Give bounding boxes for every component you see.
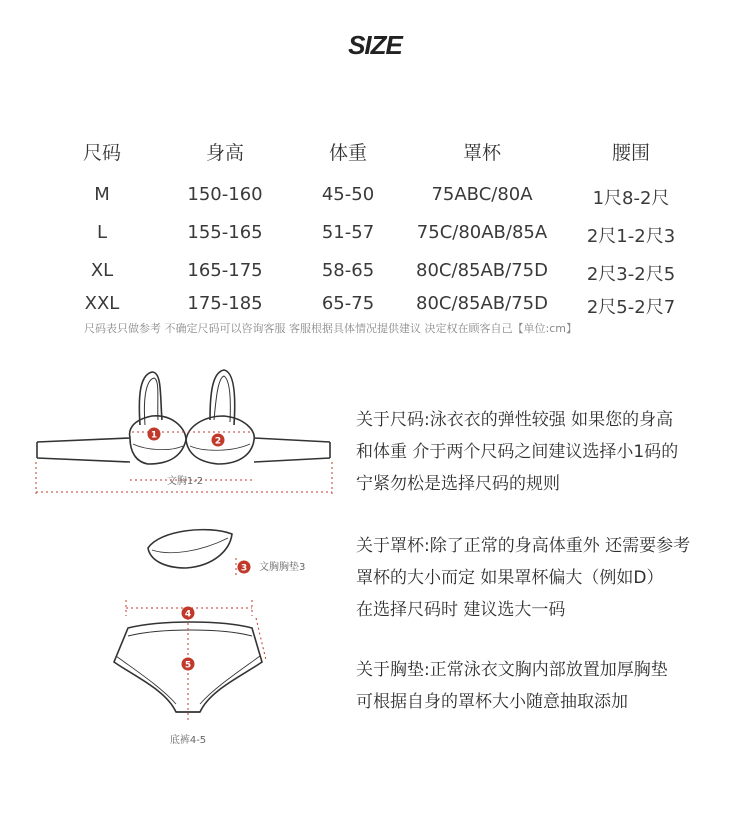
paragraph-line: 关于罩杯:除了正常的身高体重外 还需要参考 [356, 536, 691, 556]
pad-diagram [148, 530, 232, 568]
cell-weight: 51-57 [321, 222, 375, 243]
cell-cup: 75ABC/80A [431, 184, 533, 205]
svg-text:3: 3 [240, 563, 248, 574]
bra-diagram [37, 370, 330, 464]
marker-2 [212, 434, 225, 447]
paragraph-line: 可根据自身的罩杯大小随意抽取添加 [356, 692, 628, 712]
cell-size: XXL [84, 293, 120, 314]
svg-text:1: 1 [150, 430, 158, 441]
cell-size: L [96, 222, 108, 243]
cell-weight: 58-65 [321, 260, 375, 281]
cell-size: XL [90, 260, 114, 281]
marker-4 [182, 607, 195, 620]
header-cup: 罩杯 [462, 142, 502, 164]
paragraph-line: 关于胸垫:正常泳衣文胸内部放置加厚胸垫 [356, 660, 668, 680]
paragraph-line: 在选择尺码时 建议选大一码 [356, 600, 566, 620]
header-waist: 腰围 [611, 142, 651, 164]
svg-text:2: 2 [214, 436, 222, 447]
cell-weight: 45-50 [321, 184, 375, 205]
header-size: 尺码 [82, 142, 122, 164]
cell-size: M [94, 184, 110, 205]
cell-waist: 2尺3-2尺5 [586, 264, 676, 285]
bra-label: 文胸1-2 [166, 476, 204, 487]
cell-height: 155-165 [187, 222, 263, 243]
pad-label: 文胸胸垫3 [259, 562, 306, 573]
paragraph-line: 关于尺码:泳衣衣的弹性较强 如果您的身高 [356, 410, 674, 430]
brief-label: 底裤4-5 [169, 735, 207, 746]
marker-3 [238, 561, 251, 574]
cell-waist: 2尺5-2尺7 [586, 297, 676, 318]
cell-height: 165-175 [187, 260, 263, 281]
size-advice-paragraph [356, 404, 736, 500]
cup-advice-paragraph [356, 530, 736, 626]
pad-advice-paragraph [356, 654, 736, 718]
cell-cup: 80C/85AB/75D [416, 293, 548, 314]
header-weight: 体重 [328, 142, 368, 164]
cell-height: 175-185 [187, 293, 263, 314]
cell-height: 150-160 [187, 184, 263, 205]
cell-cup: 80C/85AB/75D [416, 260, 548, 281]
svg-text:5: 5 [184, 660, 192, 671]
cell-waist: 2尺1-2尺3 [586, 226, 676, 247]
paragraph-line: 宁紧勿松是选择尺码的规则 [356, 474, 560, 494]
cell-weight: 65-75 [321, 293, 375, 314]
header-height: 身高 [205, 142, 245, 164]
marker-1 [148, 428, 161, 441]
paragraph-line: 和体重 介于两个尺码之间建议选择小1码的 [356, 442, 679, 462]
cell-cup: 75C/80AB/85A [416, 222, 548, 243]
paragraph-line: 罩杯的大小而定 如果罩杯偏大（例如D） [356, 568, 664, 588]
cell-waist: 1尺8-2尺 [592, 188, 670, 209]
brief-measure-lines [126, 600, 266, 722]
page-title: SIZE [348, 30, 402, 60]
svg-text:4: 4 [184, 609, 192, 620]
size-table-note: 尺码表只做参考 不确定尺码可以咨询客服 客服根据具体情况提供建议 决定权在顾客自己【单位:cm】 [84, 322, 577, 335]
marker-5 [182, 658, 195, 671]
